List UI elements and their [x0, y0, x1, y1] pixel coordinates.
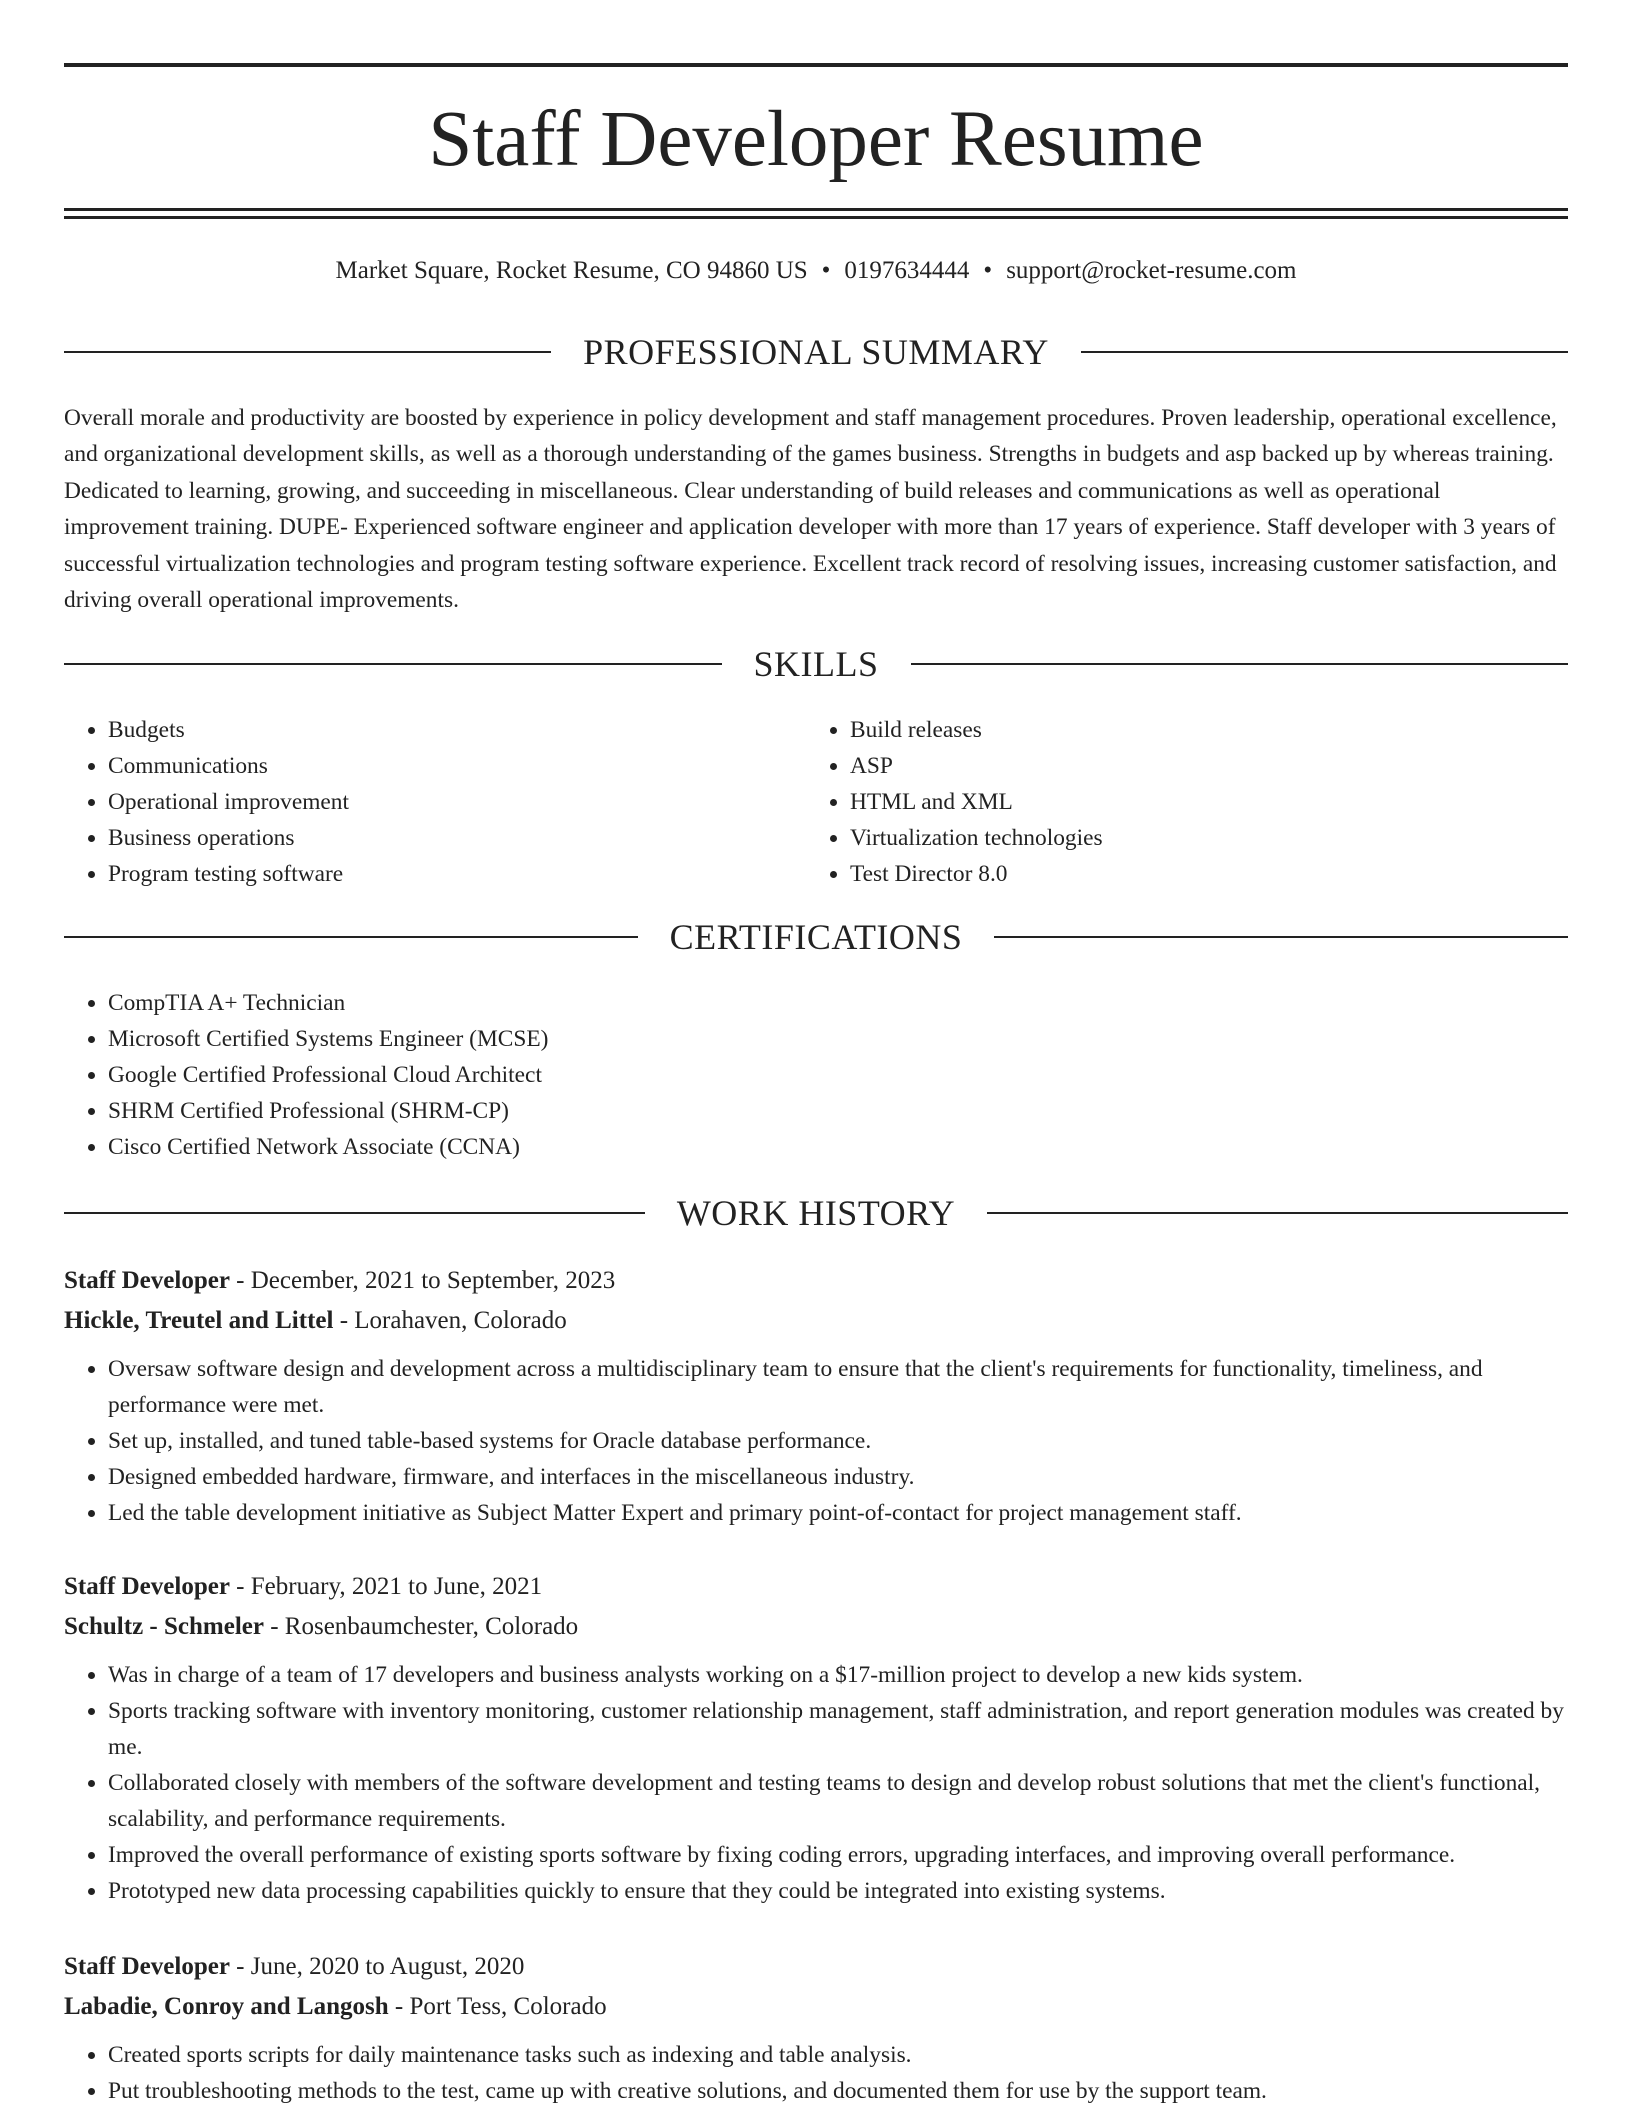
skills-heading — [64, 642, 1568, 686]
contact-separator: • — [983, 257, 993, 284]
heading-rule — [64, 936, 638, 938]
job-dates: - February, 2021 to June, 2021 — [229, 1573, 543, 1600]
list-item: • Operational improvement — [108, 784, 804, 820]
list-item: • Prototyped new data processing capabilities quickly to ensure that they could be integrated into existing systems. — [108, 1873, 1568, 1909]
job-dates: - December, 2021 to September, 2023 — [229, 1267, 616, 1294]
list-item: • CompTIA A+ Technician — [108, 985, 1568, 1021]
list-item: • Budgets — [108, 712, 804, 748]
skills-list-left — [64, 712, 804, 892]
job-company: Schultz - Schmeler — [64, 1613, 264, 1640]
job-entry-2 — [64, 1567, 1568, 1909]
summary-heading — [64, 330, 1568, 374]
summary-heading-label: PROFESSIONAL SUMMARY — [583, 332, 1049, 372]
job-dates: - June, 2020 to August, 2020 — [229, 1953, 525, 1980]
list-item: • Put troubleshooting methods to the test, came up with creative solutions, and documented them for use by the support team. — [108, 2073, 1568, 2109]
job-entry-1 — [64, 1261, 1568, 1531]
heading-rule — [994, 936, 1568, 938]
list-item: • Cisco Certified Network Associate (CCNA) — [108, 1129, 1568, 1165]
list-item: • Google Certified Professional Cloud Architect — [108, 1057, 1568, 1093]
job-title: Staff Developer — [64, 1267, 230, 1294]
list-item: • Test Director 8.0 — [850, 856, 1546, 892]
title-rule-lower — [64, 216, 1568, 219]
page-title: Staff Developer Resume — [428, 96, 1204, 183]
skills-heading-label: SKILLS — [753, 644, 879, 684]
job-company-line — [64, 1987, 1568, 2027]
job-bullets — [64, 1657, 1568, 1909]
contact-line — [64, 255, 1568, 287]
job-location: - Rosenbaumchester, Colorado — [263, 1613, 579, 1640]
heading-rule — [987, 1212, 1568, 1214]
certifications-bullets — [64, 985, 1568, 1165]
heading-rule — [64, 663, 722, 665]
list-item: • Communications — [108, 748, 804, 784]
contact-phone: 0197634444 — [844, 257, 970, 284]
title-rule-upper — [64, 208, 1568, 211]
job-title-line — [64, 1947, 1568, 1987]
skills-right-column — [806, 712, 1546, 892]
work-history-heading-label: WORK HISTORY — [676, 1193, 956, 1233]
work-history-heading — [64, 1191, 1568, 1235]
list-item: • Build releases — [850, 712, 1546, 748]
job-title: Staff Developer — [64, 1573, 230, 1600]
job-entry-3 — [64, 1947, 1568, 2109]
heading-rule — [64, 1212, 645, 1214]
list-item: • Set up, installed, and tuned table-based systems for Oracle database performance. — [108, 1423, 1568, 1459]
list-item: • Business operations — [108, 820, 804, 856]
list-item: • Collaborated closely with members of the software development and testing teams to design and develop robust solutions that met the client's functional, scalability, and performance requirements. — [108, 1765, 1568, 1837]
list-item: • Improved the overall performance of existing sports software by fixing coding errors, upgrading interfaces, and improving overall performance. — [108, 1837, 1568, 1873]
heading-rule — [1081, 351, 1568, 353]
list-item: • SHRM Certified Professional (SHRM-CP) — [108, 1093, 1568, 1129]
job-title-line — [64, 1567, 1568, 1607]
job-company-line — [64, 1301, 1568, 1341]
list-item: • HTML and XML — [850, 784, 1546, 820]
job-company-line — [64, 1607, 1568, 1647]
certifications-heading — [64, 915, 1568, 959]
job-title-line — [64, 1261, 1568, 1301]
list-item: • Microsoft Certified Systems Engineer (MCSE) — [108, 1021, 1568, 1057]
list-item: • Was in charge of a team of 17 developers and business analysts working on a $17-million project to develop a new kids system. — [108, 1657, 1568, 1693]
list-item: • Created sports scripts for daily maintenance tasks such as indexing and table analysis. — [108, 2037, 1568, 2073]
certifications-heading-label: CERTIFICATIONS — [669, 917, 963, 957]
contact-separator: • — [821, 257, 831, 284]
job-company: Hickle, Treutel and Littel — [64, 1307, 334, 1334]
list-item: • Designed embedded hardware, firmware, and interfaces in the miscellaneous industry. — [108, 1459, 1568, 1495]
contact-email: support@rocket-resume.com — [1006, 257, 1297, 284]
certifications-list — [64, 985, 1568, 1165]
heading-rule — [64, 351, 551, 353]
job-bullets — [64, 1351, 1568, 1531]
contact-address: Market Square, Rocket Resume, CO 94860 US — [335, 257, 808, 284]
job-bullets — [64, 2037, 1568, 2109]
job-location: - Port Tess, Colorado — [388, 1993, 607, 2020]
heading-rule — [911, 663, 1569, 665]
top-rule — [64, 63, 1568, 67]
job-title: Staff Developer — [64, 1953, 230, 1980]
skills-list-right — [806, 712, 1546, 892]
list-item: • Led the table development initiative as Subject Matter Expert and primary point-of-contact for project management staff. — [108, 1495, 1568, 1531]
list-item: • Program testing software — [108, 856, 804, 892]
list-item: • ASP — [850, 748, 1546, 784]
job-location: - Lorahaven, Colorado — [333, 1307, 567, 1334]
list-item: • Oversaw software design and development across a multidisciplinary team to ensure that the client's requirements for functionality, timeliness, and performance were met. — [108, 1351, 1568, 1423]
summary-text: Overall morale and productivity are boosted by experience in policy development and staff management procedures. Proven leadership, operational excellence, and organizational development skills, as well as a thorough understanding of the games business. Strengths in budgets and asp backed up by whereas training. Dedicated to learning, growing, and succeeding in miscellaneous. Clear understanding of build releases and communications as well as operational improvement training. DUPE- Experienced software engineer and application developer with more than 17 years of experience. Staff developer with 3 years of successful virtualization technologies and program testing software experience. Excellent track record of resolving issues, increasing customer satisfaction, and driving overall operational improvements. — [64, 405, 1557, 614]
skills-left-column — [64, 712, 804, 892]
list-item: • Virtualization technologies — [850, 820, 1546, 856]
job-company: Labadie, Conroy and Langosh — [64, 1993, 389, 2020]
list-item: • Sports tracking software with inventory monitoring, customer relationship management, staff administration, and report generation modules was created by me. — [108, 1693, 1568, 1765]
